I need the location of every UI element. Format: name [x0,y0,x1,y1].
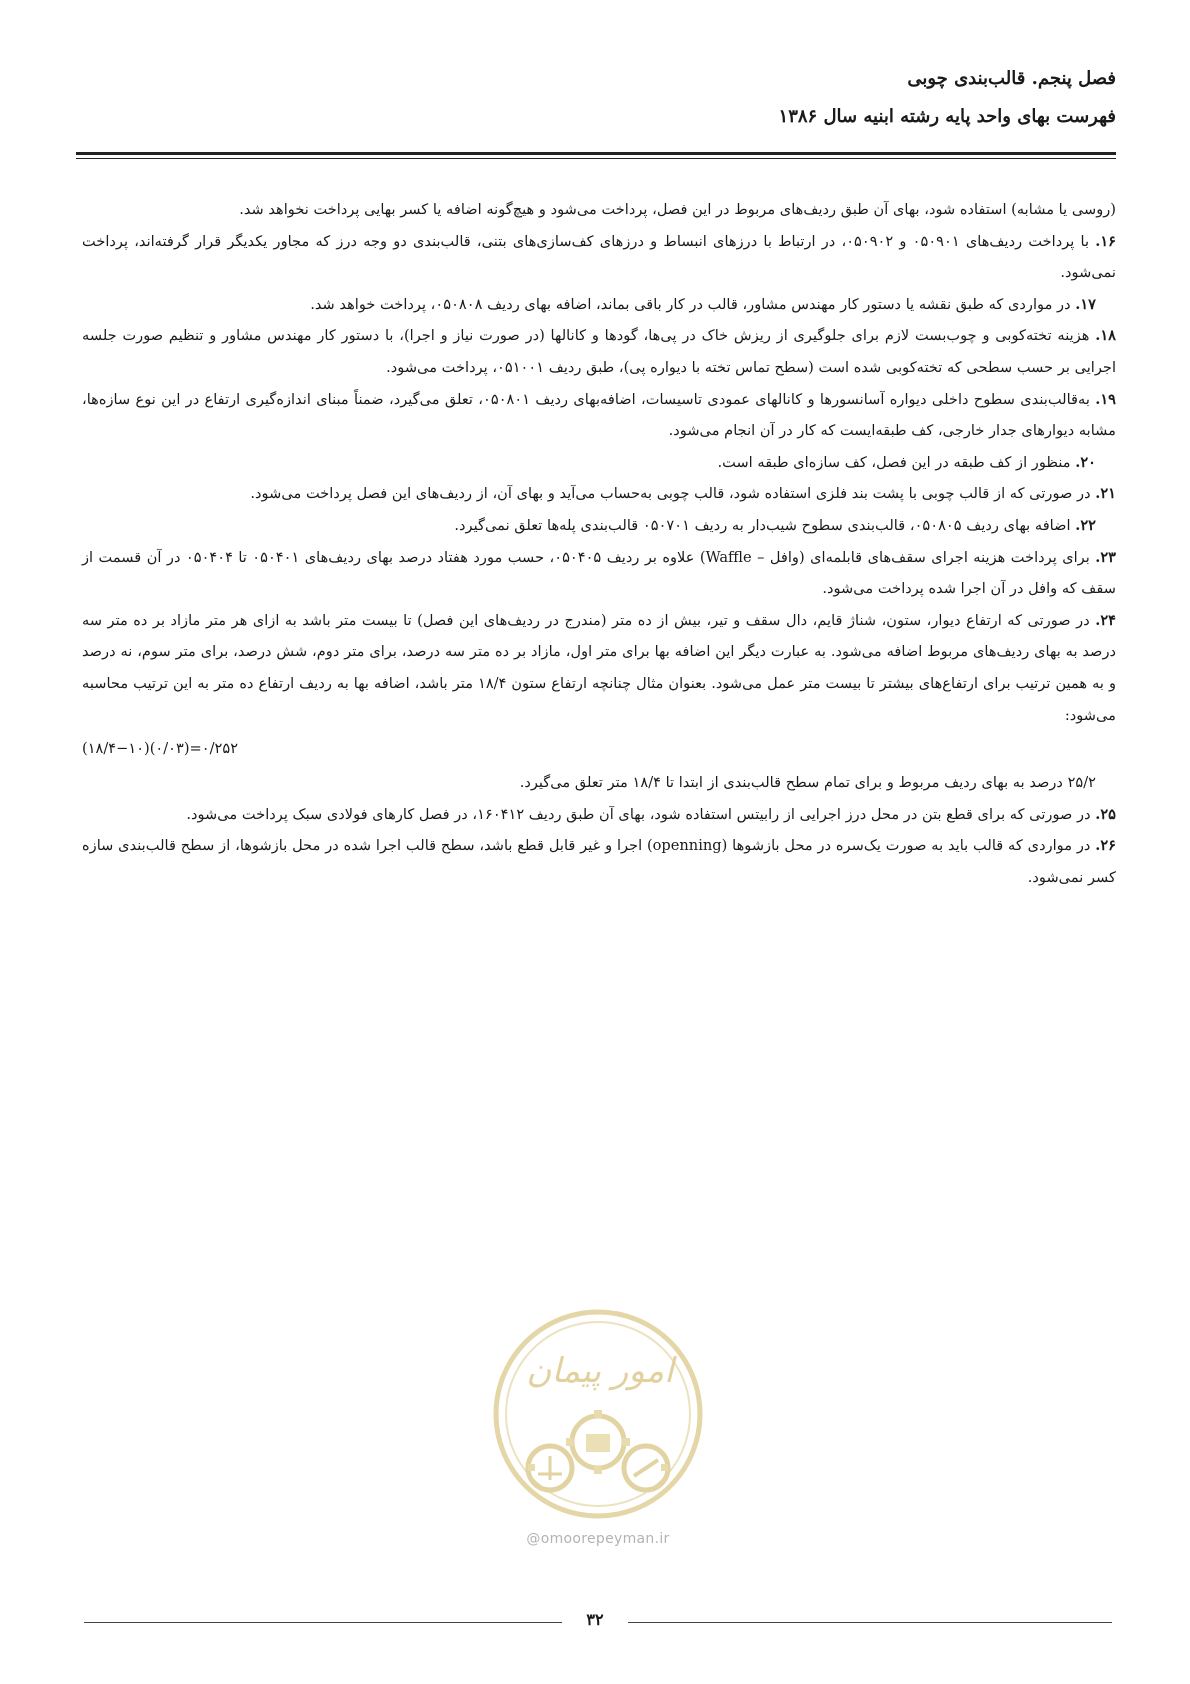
paragraph-number: ۲۳. [1095,548,1117,566]
paragraph-17 [82,289,1116,321]
paragraph-text: هزینه تخته‌کوبی و چوب‌بست لازم برای جلوگیری از ریزش خاک در پی‌ها، گودها و کانالها (در صورت نیاز و اجرا)، با دستور کار مهندس مشاور و تنظیم صورت جلسه اجرایی بر حسب سطحی که تخته‌کوبی شده است (سطح تماس تخته با دیواره پی)، طبق ردیف ۰۵۱۰۰۱، پرداخت می‌شود. [82,327,1116,376]
paragraph-continued: (روسی یا مشابه) استفاده شود، بهای آن طبق ردیف‌های مربوط در این فصل، پرداخت می‌شود و هیچ‌گونه اضافه یا کسر بهایی پرداخت نخواهد شد. [239,201,1116,218]
paragraph-text: در مواردی که طبق نقشه یا دستور کار مهندس مشاور، قالب در کار باقی بماند، اضافه بهای ردیف ۰۵۰۸۰۸، پرداخت خواهد شد. [310,295,1071,313]
header-rule-thin [76,158,1116,159]
paragraph-number: ۱۸. [1095,327,1116,345]
paragraph-24-result: ۲۵/۲ درصد به بهای ردیف مربوط و برای تمام سطح قالب‌بندی از ابتدا تا ۱۸/۴ متر تعلق می‌گیرد. [519,774,1096,792]
footer-rule-left [84,1622,562,1623]
paragraph-19 [82,384,1116,447]
watermark-caption: @omoorepeyman.ir [526,1531,670,1547]
paragraph-text: برای پرداخت هزینه اجرای سقف‌های قابلمه‌ای (وافل – Waffle) علاوه بر ردیف ۰۵۰۴۰۵، حسب مورد هفتاد درصد بهای ردیف‌های ۰۵۰۴۰۱ تا ۰۵۰۴۰۴ در آن قسمت از سقف که وافل در آن اجرا شده پرداخت می‌شود. [82,548,1116,598]
paragraph-number: ۱۹. [1095,390,1116,408]
chapter-title: فصل پنجم. قالب‌بندی چوبی [907,68,1116,89]
paragraph-text: با پرداخت ردیف‌های ۰۵۰۹۰۱ و ۰۵۰۹۰۲، در ارتباط با درزهای انبساط و درزهای کف‌سازی‌های بتنی، قالب‌بندی دو وجه درز که مجاور یکدیگر قرار گرفته‌اند، پرداخت نمی‌شود. [82,232,1116,282]
document-title: فهرست بهای واحد پایه رشته ابنیه سال ۱۳۸۶ [778,106,1116,127]
paragraph-number: ۱۶. [1095,232,1117,250]
paragraph-20 [82,447,1116,479]
page-number: ۳۲ [586,1610,604,1629]
paragraph-24 [82,605,1116,731]
paragraph-text: به‌قالب‌بندی سطوح داخلی دیواره آسانسورها و کانالهای عمودی تاسیسات، اضافه‌بهای ردیف ۰۵۰۸۰۱، تعلق می‌گیرد، ضمناً مبنای اندازه‌گیری ارتفاع در این نوع سازه‌ها، مشابه دیوارهای جدار خارجی، کف طبقه‌ایست که کار در آن انجام می‌شود. [82,390,1116,440]
paragraph-text: در مواردی که قالب باید به صورت یک‌سره در محل بازشوها (openning) اجرا و غیر قابل قطع باشد، سطح قالب اجرا شده در محل بازشوها، از سطح قالب‌بندی سازه کسر نمی‌شود. [82,837,1116,886]
paragraph-text: اضافه بهای ردیف ۰۵۰۸۰۵، قالب‌بندی سطوح شیب‌دار به ردیف ۰۵۰۷۰۱ قالب‌بندی پله‌ها تعلق نمی‌گیرد. [454,516,1071,534]
paragraph-number: ۲۰. [1075,453,1096,471]
footer-rule-right [628,1622,1112,1623]
watermark-logo-text: امور پیمان [526,1351,674,1391]
paragraph-number: ۲۴. [1095,611,1116,629]
paragraph-number: ۲۵. [1095,805,1116,823]
paragraph-text: منظور از کف طبقه در این فصل، کف سازه‌ای طبقه است. [717,453,1071,471]
paragraph-21 [82,478,1116,510]
paragraph-22 [82,510,1116,542]
paragraph-text: در صورتی که برای قطع بتن در محل درز اجرایی از رابیتس استفاده شود، بهای آن طبق ردیف ۱۶۰۴۱۲، در فصل کارهای فولادی سبک پرداخت می‌شود. [186,805,1091,823]
paragraph-text: در صورتی که ارتفاع دیوار، ستون، شناژ قایم، دال سقف و تیر، بیش از ده متر (مندرج در ردیف‌های این فصل) تا بیست متر باشد به ازای هر متر مازاد بر ده متر سه درصد به بهای ردیف‌های مربوط اضافه می‌شود. به عبارت دیگر این اضافه بها برای متر اول، مازاد بر ده متر سه درصد، برای متر دوم، شش درصد، برای متر سوم، نه درصد و به همین ترتیب برای ارتفاع‌های بیشتر تا بیست متر عمل می‌شود. بعنوان مثال چنانچه ارتفاع ستون ۱۸/۴ متر باشد، اضافه بها به ردیف ارتفاع ده متر به این ترتیب محاسبه می‌شود: [82,611,1116,724]
paragraph-23 [82,542,1116,605]
paragraph-26 [82,830,1116,893]
paragraph-number: ۲۱. [1095,485,1116,503]
paragraph-number: ۱۷. [1075,295,1096,313]
paragraph-18 [82,320,1116,383]
paragraph-number: ۲۶. [1095,837,1116,855]
page-header [76,64,1116,132]
paragraph-25 [82,799,1116,831]
paragraph-16 [82,226,1116,289]
watermark-logo [488,1304,708,1524]
paragraph-text: در صورتی که از قالب چوبی با پشت بند فلزی استفاده شود، قالب چوبی به‌حساب می‌آید و بهای آن، از ردیف‌های این فصل پرداخت می‌شود. [250,485,1091,503]
paragraph-number: ۲۲. [1075,516,1096,534]
calculation-formula: (۱۸/۴−۱۰)(۰/۰۳)=۰/۲۵۲ [82,740,239,758]
watermark-logo-graphic [488,1304,708,1524]
header-rule-thick [76,152,1116,155]
page-body [82,194,1116,893]
